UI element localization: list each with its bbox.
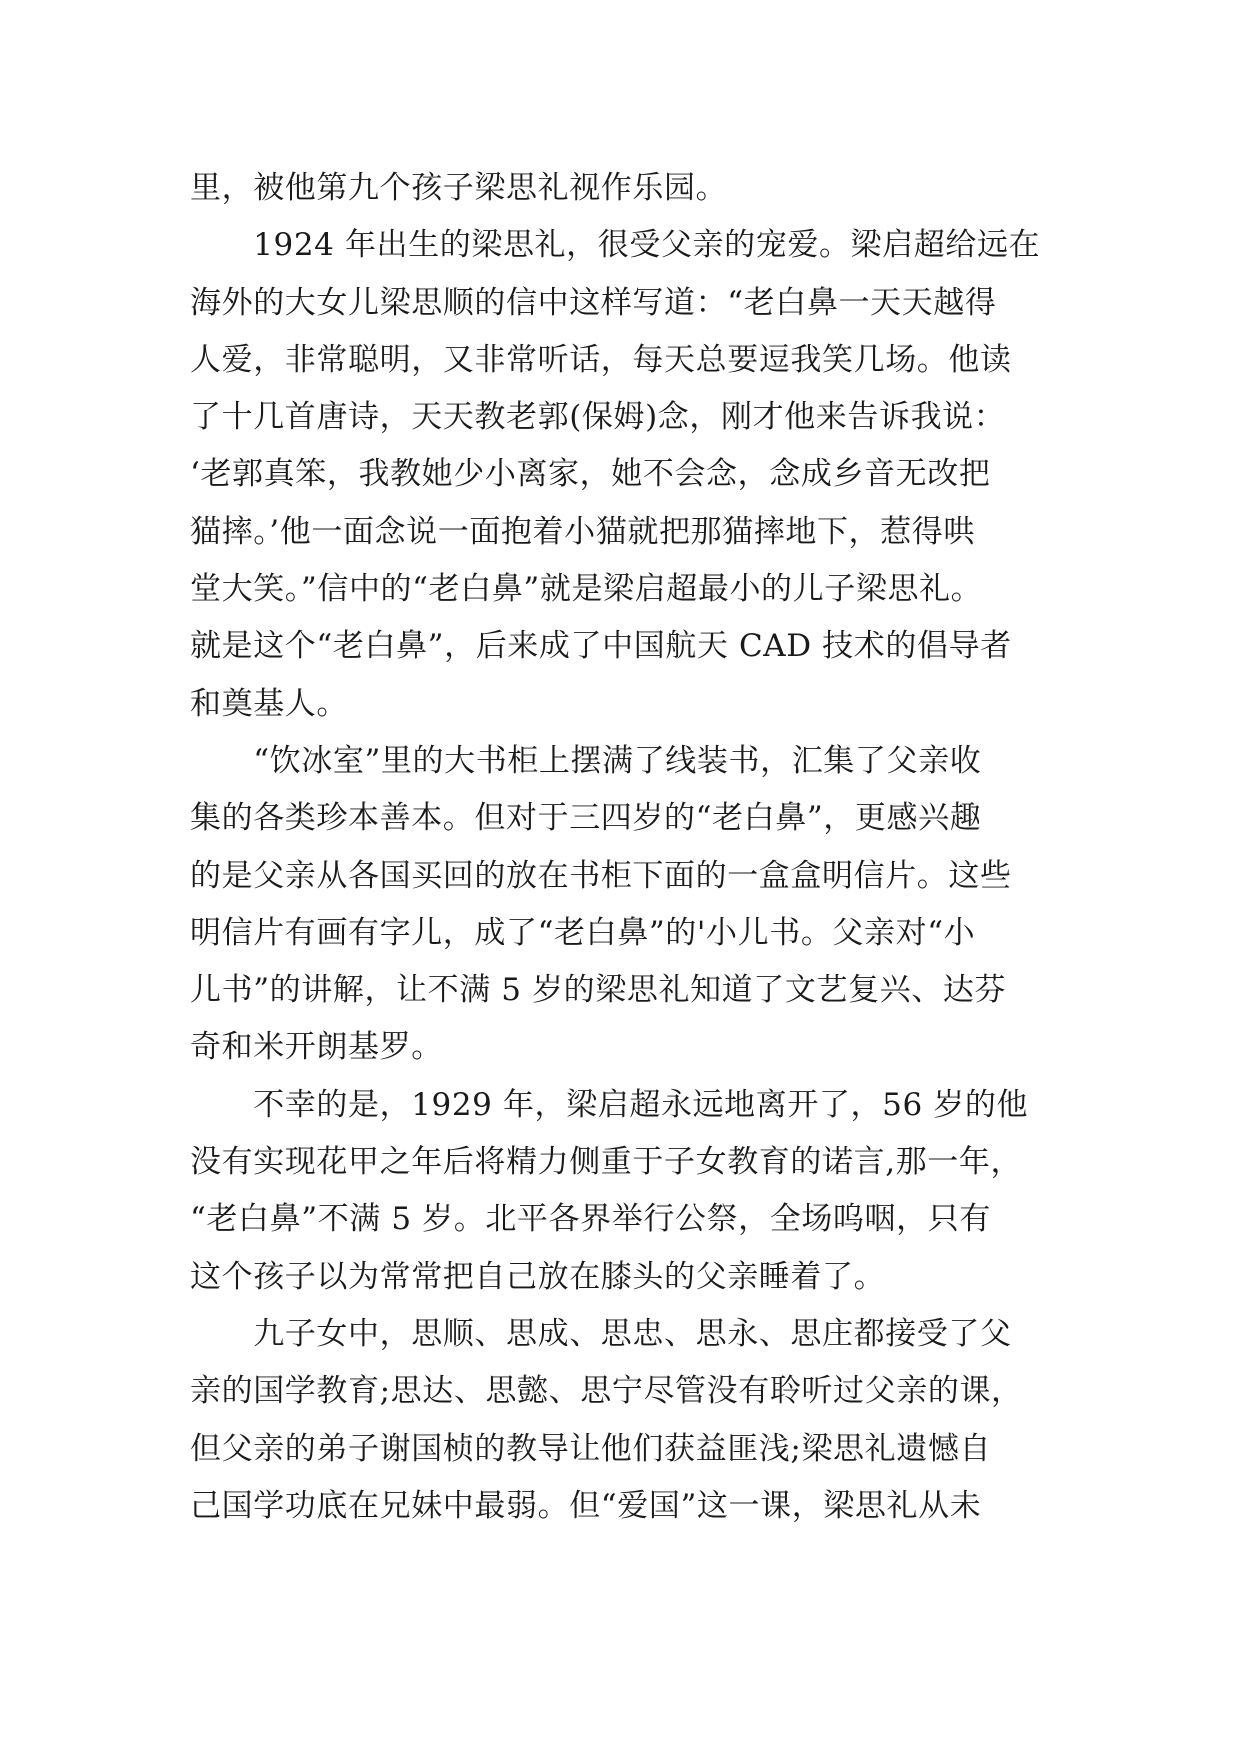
text-line: 猫摔。’他一面念说一面抱着小猫就把那猫摔地下，惹得哄 (190, 513, 975, 550)
document-body (190, 160, 1070, 1535)
text-line: 不幸的是，1929 年，梁启超永远地离开了，56 岁的他 (190, 1086, 1029, 1123)
text-line: 1924 年出生的梁思礼，很受父亲的宠爱。梁启超给远在 (190, 227, 1041, 264)
text-line: 己国学功底在兄妹中最弱。但“爱国”这一课，梁思礼从未 (190, 1487, 982, 1524)
text-line: 就是这个“老白鼻”，后来成了中国航天 CAD 技术的倡导者 (190, 628, 1012, 665)
text-line: 的是父亲从各国买回的放在书柜下面的一盒盒明信片。这些 (190, 857, 1012, 894)
text-line: 人爱，非常聪明，又非常听话，每天总要逗我笑几场。他读 (190, 341, 1012, 378)
text-line: 奇和米开朗基罗。 (190, 1029, 443, 1066)
text-line: 亲的国学教育;思达、思懿、思宁尽管没有聆听过父亲的课， (190, 1373, 1023, 1410)
text-line: 九子女中，思顺、思成、思忠、思永、思庄都接受了父 (190, 1315, 1012, 1352)
text-line: 和奠基人。 (190, 685, 348, 722)
text-line: 堂大笑。”信中的“老白鼻”就是梁启超最小的儿子梁思礼。 (190, 571, 983, 608)
text-line: “老白鼻”不满 5 岁。北平各界举行公祭，全场呜咽，只有 (190, 1201, 991, 1238)
text-line: 海外的大女儿梁思顺的信中这样写道：“老白鼻一天天越得 (190, 284, 997, 321)
text-line: “饮冰室”里的大书柜上摆满了线装书，汇集了父亲收 (190, 742, 982, 779)
text-line: 明信片有画有字儿，成了“老白鼻”的'小儿书。父亲对“小 (190, 914, 976, 951)
text-line: ‘老郭真笨，我教她少小离家，她不会念，念成乡音无改把 (190, 456, 991, 493)
text-line: 没有实现花甲之年后将精力侧重于子女教育的诺言,那一年， (190, 1144, 1023, 1181)
text-line: 儿书”的讲解，让不满 5 岁的梁思礼知道了文艺复兴、达芬 (190, 972, 1007, 1009)
text-line: 集的各类珍本善本。但对于三四岁的“老白鼻”，更感兴趣 (190, 800, 982, 837)
text-line: 里，被他第九个孩子梁思礼视作乐园。 (190, 170, 728, 206)
text-line: 这个孩子以为常常把自己放在膝头的父亲睡着了。 (190, 1258, 886, 1295)
text-line: 但父亲的弟子谢国桢的教导让他们获益匪浅;梁思礼遗憾自 (190, 1430, 992, 1467)
text-line: 了十几首唐诗，天天教老郭(保姆)念，刚才他来告诉我说： (190, 399, 1006, 436)
